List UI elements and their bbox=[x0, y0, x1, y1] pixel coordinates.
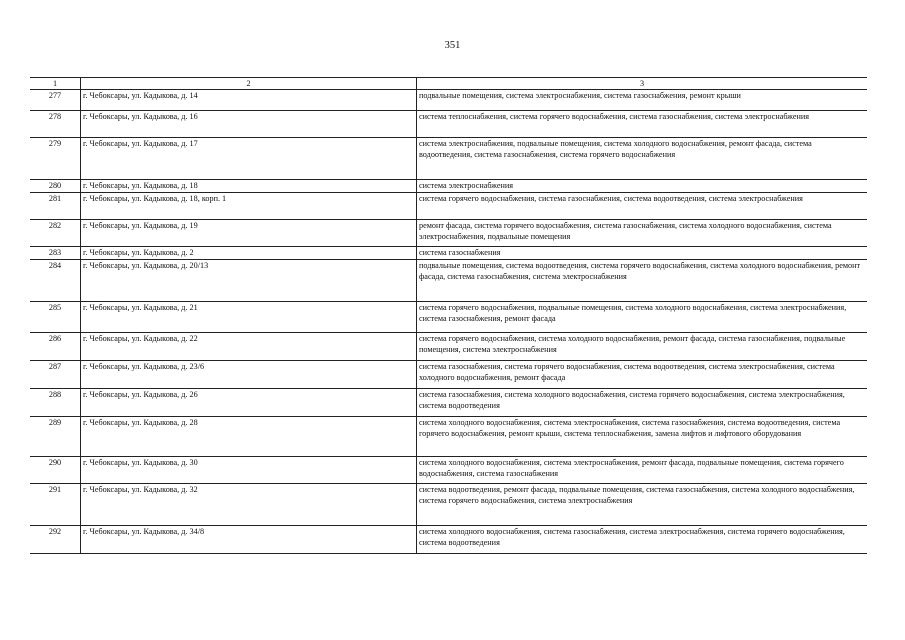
row-works: система холодного водоснабжения, система электроснабжения, ремонт фасада, подвальные помещения, система горячего водоснабжения, система газоснабжения bbox=[417, 457, 868, 484]
row-works: система водоотведения, ремонт фасада, подвальные помещения, система газоснабжения, система холодного водоснабжения, система горячего водоснабжения, система электроснабжения bbox=[417, 484, 868, 526]
row-works: система теплоснабжения, система горячего водоснабжения, система газоснабжения, система электроснабжения bbox=[417, 111, 868, 138]
table-row bbox=[30, 247, 867, 260]
row-works: подвальные помещения, система электроснабжения, система газоснабжения, ремонт крыши bbox=[417, 90, 868, 111]
row-works: система горячего водоснабжения, система холодного водоснабжения, ремонт фасада, система газоснабжения, подвальные помещения, система электроснабжения bbox=[417, 333, 868, 361]
table-row bbox=[30, 417, 867, 457]
row-number: 286 bbox=[30, 333, 81, 361]
table-row bbox=[30, 90, 867, 111]
row-number: 284 bbox=[30, 260, 81, 302]
row-address: г. Чебоксары, ул. Кадыкова, д. 19 bbox=[81, 220, 417, 247]
table-row bbox=[30, 484, 867, 526]
row-number: 289 bbox=[30, 417, 81, 457]
row-address: г. Чебоксары, ул. Кадыкова, д. 16 bbox=[81, 111, 417, 138]
table-row bbox=[30, 180, 867, 193]
row-works: система газоснабжения, система холодного водоснабжения, система горячего водоснабжения, система электроснабжения, система водоотведения bbox=[417, 389, 868, 417]
table-row bbox=[30, 333, 867, 361]
row-works: система электроснабжения, подвальные помещения, система холодного водоснабжения, ремонт фасада, система водоотведения, система газоснабжения, система горячего водоснабжения bbox=[417, 138, 868, 180]
row-number: 291 bbox=[30, 484, 81, 526]
column-header-2: 2 bbox=[81, 78, 417, 90]
row-works: система холодного водоснабжения, система электроснабжения, система газоснабжения, система водоотведения, система горячего водоснабжения, ремонт крыши, система теплоснабжения, замена лифтов и лифтового оборудования bbox=[417, 417, 868, 457]
table-row bbox=[30, 389, 867, 417]
row-address: г. Чебоксары, ул. Кадыкова, д. 30 bbox=[81, 457, 417, 484]
row-address: г. Чебоксары, ул. Кадыкова, д. 20/13 bbox=[81, 260, 417, 302]
row-works: подвальные помещения, система водоотведения, система горячего водоснабжения, система холодного водоснабжения, ремонт фасада, система газоснабжения, система электроснабжения bbox=[417, 260, 868, 302]
works-table bbox=[30, 77, 867, 554]
row-number: 281 bbox=[30, 193, 81, 220]
column-header-3: 3 bbox=[417, 78, 868, 90]
row-address: г. Чебоксары, ул. Кадыкова, д. 34/8 bbox=[81, 526, 417, 554]
column-header-1: 1 bbox=[30, 78, 81, 90]
row-works: система горячего водоснабжения, система газоснабжения, система водоотведения, система электроснабжения bbox=[417, 193, 868, 220]
row-address: г. Чебоксары, ул. Кадыкова, д. 23/6 bbox=[81, 361, 417, 389]
page-number: 351 bbox=[444, 40, 461, 51]
row-address: г. Чебоксары, ул. Кадыкова, д. 32 bbox=[81, 484, 417, 526]
row-works: система холодного водоснабжения, система газоснабжения, система электроснабжения, система горячего водоснабжения, система водоотведения bbox=[417, 526, 868, 554]
row-number: 283 bbox=[30, 247, 81, 260]
row-address: г. Чебоксары, ул. Кадыкова, д. 17 bbox=[81, 138, 417, 180]
row-number: 285 bbox=[30, 302, 81, 333]
row-works: система газоснабжения, система горячего водоснабжения, система водоотведения, система электроснабжения, система холодного водоснабжения, ремонт фасада bbox=[417, 361, 868, 389]
row-works: система горячего водоснабжения, подвальные помещения, система холодного водоснабжения, система электроснабжения, система газоснабжения, ремонт фасада bbox=[417, 302, 868, 333]
row-address: г. Чебоксары, ул. Кадыкова, д. 18 bbox=[81, 180, 417, 193]
row-address: г. Чебоксары, ул. Кадыкова, д. 21 bbox=[81, 302, 417, 333]
row-number: 282 bbox=[30, 220, 81, 247]
table-row bbox=[30, 138, 867, 180]
table-row bbox=[30, 526, 867, 554]
row-address: г. Чебоксары, ул. Кадыкова, д. 2 bbox=[81, 247, 417, 260]
table-header-row bbox=[30, 78, 867, 90]
row-number: 278 bbox=[30, 111, 81, 138]
row-works: система газоснабжения bbox=[417, 247, 868, 260]
row-address: г. Чебоксары, ул. Кадыкова, д. 28 bbox=[81, 417, 417, 457]
table-row bbox=[30, 457, 867, 484]
row-number: 292 bbox=[30, 526, 81, 554]
row-number: 290 bbox=[30, 457, 81, 484]
table-row bbox=[30, 220, 867, 247]
row-number: 279 bbox=[30, 138, 81, 180]
row-address: г. Чебоксары, ул. Кадыкова, д. 22 bbox=[81, 333, 417, 361]
row-works: система электроснабжения bbox=[417, 180, 868, 193]
table-row bbox=[30, 260, 867, 302]
row-address: г. Чебоксары, ул. Кадыкова, д. 26 bbox=[81, 389, 417, 417]
table-row bbox=[30, 302, 867, 333]
table-row bbox=[30, 193, 867, 220]
row-number: 287 bbox=[30, 361, 81, 389]
row-works: ремонт фасада, система горячего водоснабжения, система газоснабжения, система холодного водоснабжения, система электроснабжения, подвальные помещения bbox=[417, 220, 868, 247]
table-row bbox=[30, 111, 867, 138]
row-address: г. Чебоксары, ул. Кадыкова, д. 14 bbox=[81, 90, 417, 111]
row-number: 280 bbox=[30, 180, 81, 193]
table-row bbox=[30, 361, 867, 389]
row-address: г. Чебоксары, ул. Кадыкова, д. 18, корп. 1 bbox=[81, 193, 417, 220]
row-number: 288 bbox=[30, 389, 81, 417]
row-number: 277 bbox=[30, 90, 81, 111]
